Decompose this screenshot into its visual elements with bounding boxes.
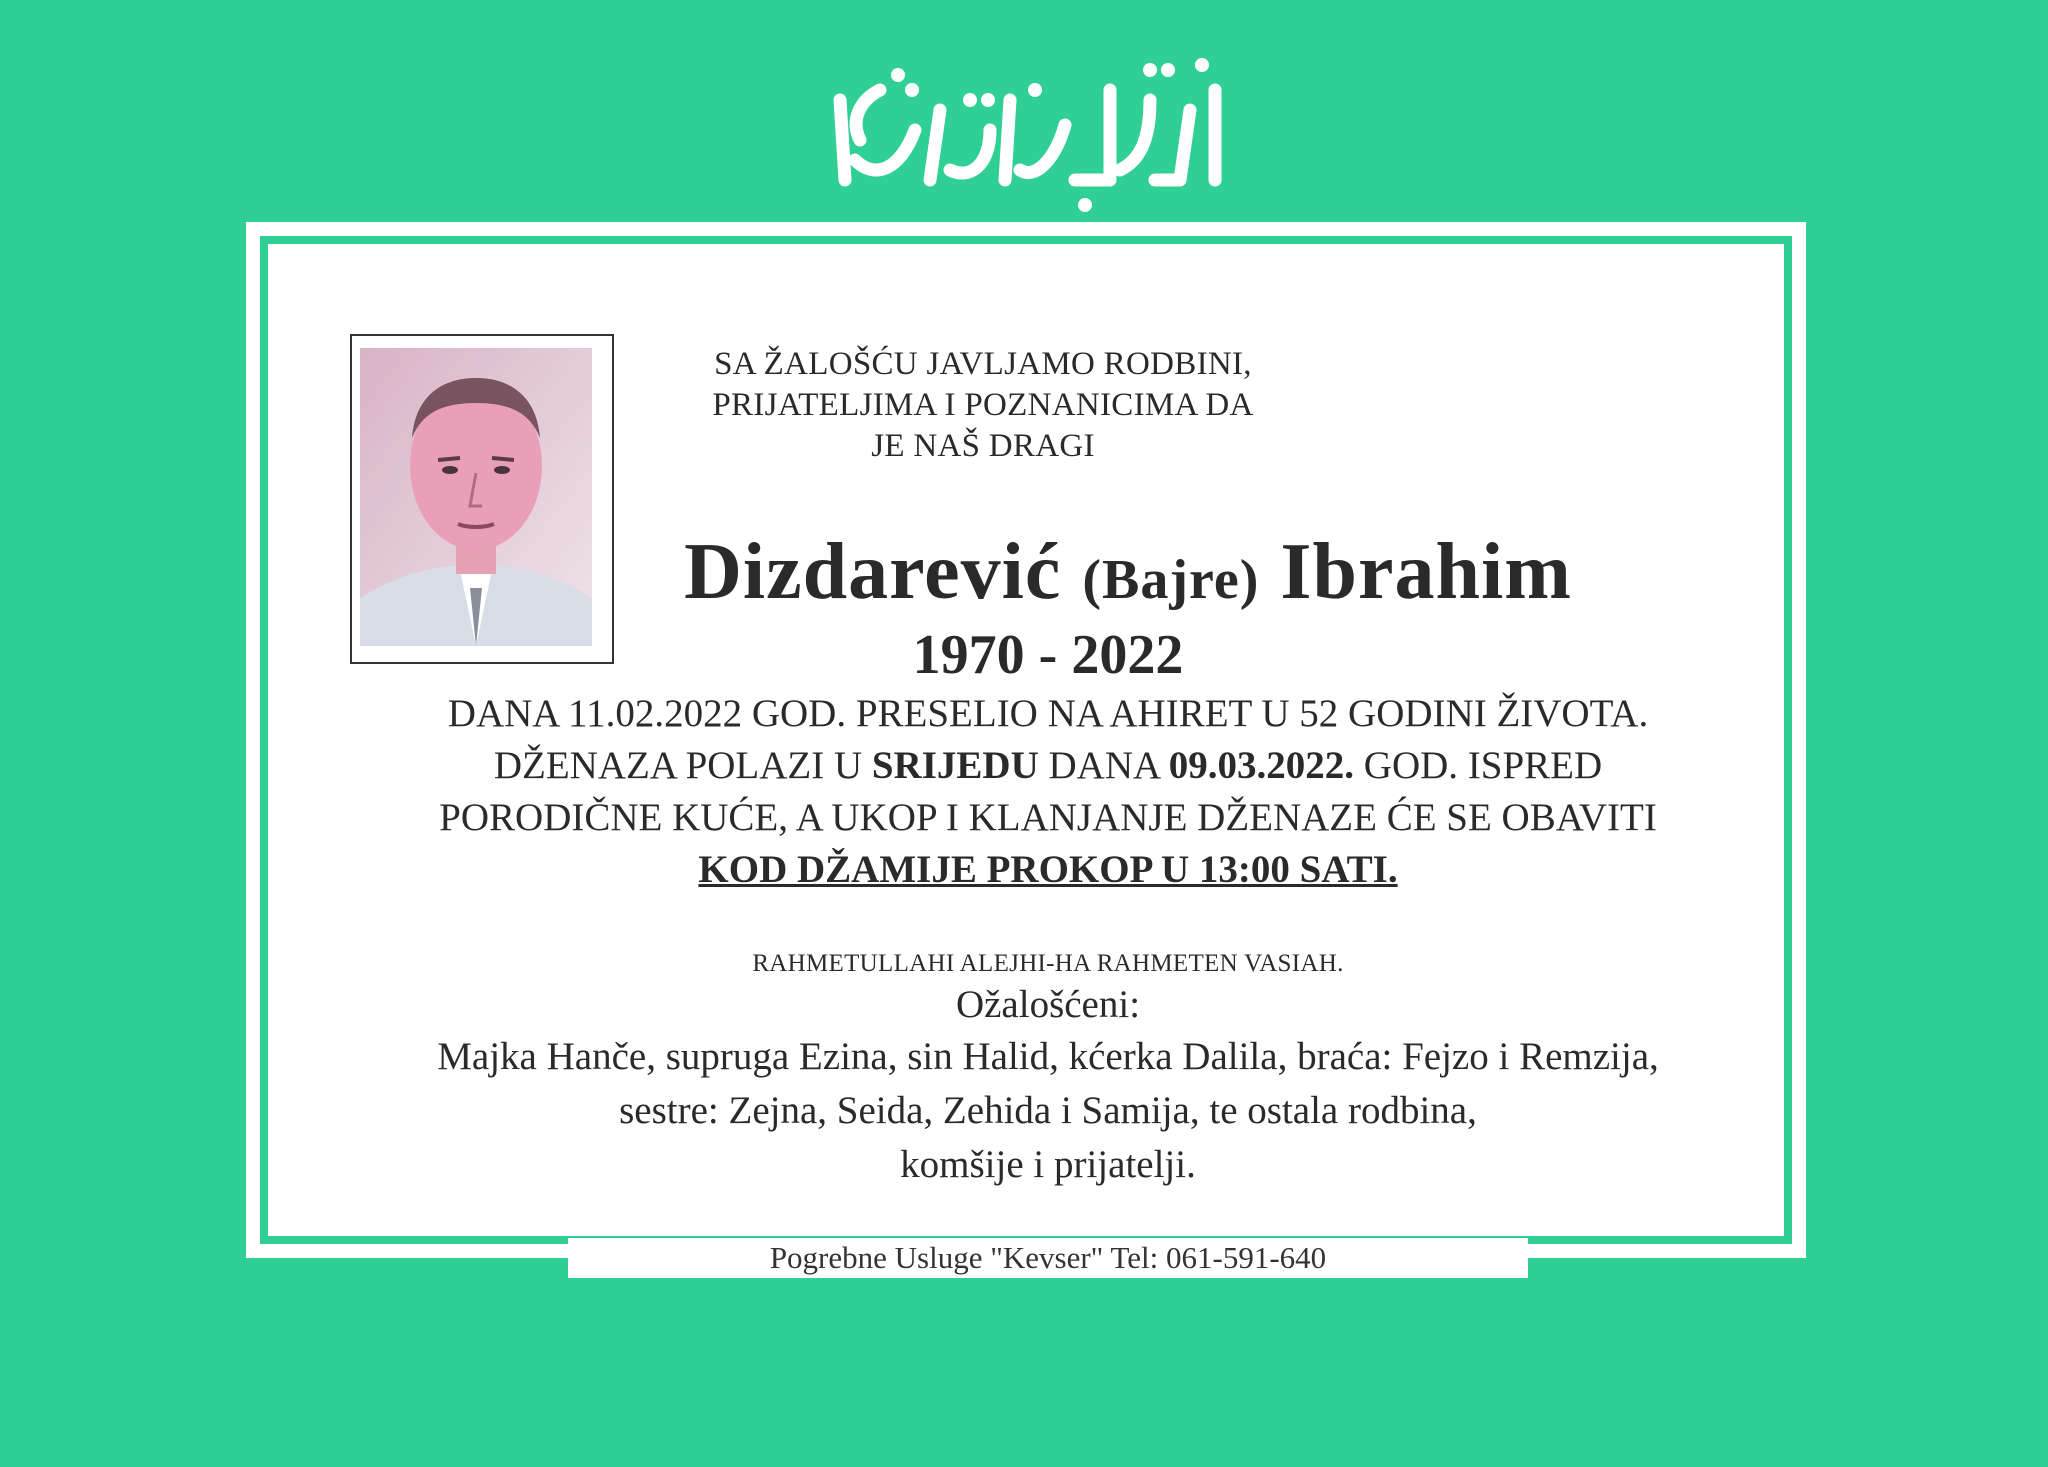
mourners-line: Majka Hanče, supruga Ezina, sin Halid, kćerka Dalila, braća: Fejzo i Remzija,: [437, 1035, 1659, 1078]
notice-card: [246, 222, 1806, 1275]
life-years: 1970 - 2022: [912, 624, 1184, 686]
inner-border: [260, 236, 1792, 1275]
funeral-services-footer: Pogrebne Usluge "Kevser" Tel: 061-591-640: [568, 1238, 1528, 1278]
prayer-text: RAHMETULLAHI ALEJHI-HA RAHMETEN VASIAH.: [752, 950, 1344, 977]
intro-line: SA ŽALOŠĆU JAVLJAMO RODBINI,: [714, 346, 1252, 382]
announcement-line: [308, 740, 1788, 792]
burial-location: KOD DŽAMIJE PROKOP U 13:00 SATI.: [698, 848, 1398, 891]
intro-line: PRIJATELJIMA I POZNANICIMA DA: [712, 387, 1254, 423]
mourners-title: Ožalošćeni:: [955, 983, 1141, 1026]
mourners-line: komšije i prijatelji.: [900, 1143, 1196, 1186]
announcement-line: PORODIČNE KUĆE, A UKOP I KLANJANJE DŽENAZE ĆE SE OBAVITI: [439, 796, 1657, 839]
deceased-name: [568, 522, 1688, 630]
nickname: (Bajre): [1082, 549, 1260, 611]
arabic-calligraphy-header: [820, 30, 1240, 220]
funeral-date: 09.03.2022.: [1168, 744, 1355, 787]
surname: Dizdarević: [684, 528, 1062, 616]
funeral-day: SRIJEDU: [871, 744, 1039, 787]
announcement-fragment: DANA: [1038, 744, 1169, 787]
given-name: Ibrahim: [1280, 528, 1572, 616]
intro-line: JE NAŠ DRAGI: [871, 428, 1095, 464]
announcement-text: [308, 688, 1788, 896]
intro-text: [668, 344, 1298, 467]
portrait-photo: [360, 348, 592, 646]
announcement-fragment: DŽENAZA POLAZI U: [493, 744, 872, 787]
mourners-line: sestre: Zejna, Seida, Zehida i Samija, te ostala rodbina,: [619, 1089, 1477, 1132]
mourners-list: [308, 1030, 1788, 1192]
announcement-line: DANA 11.02.2022 GOD. PRESELIO NA AHIRET U 52 GODINI ŽIVOTA.: [447, 692, 1649, 735]
announcement-fragment: GOD. ISPRED: [1354, 744, 1603, 787]
